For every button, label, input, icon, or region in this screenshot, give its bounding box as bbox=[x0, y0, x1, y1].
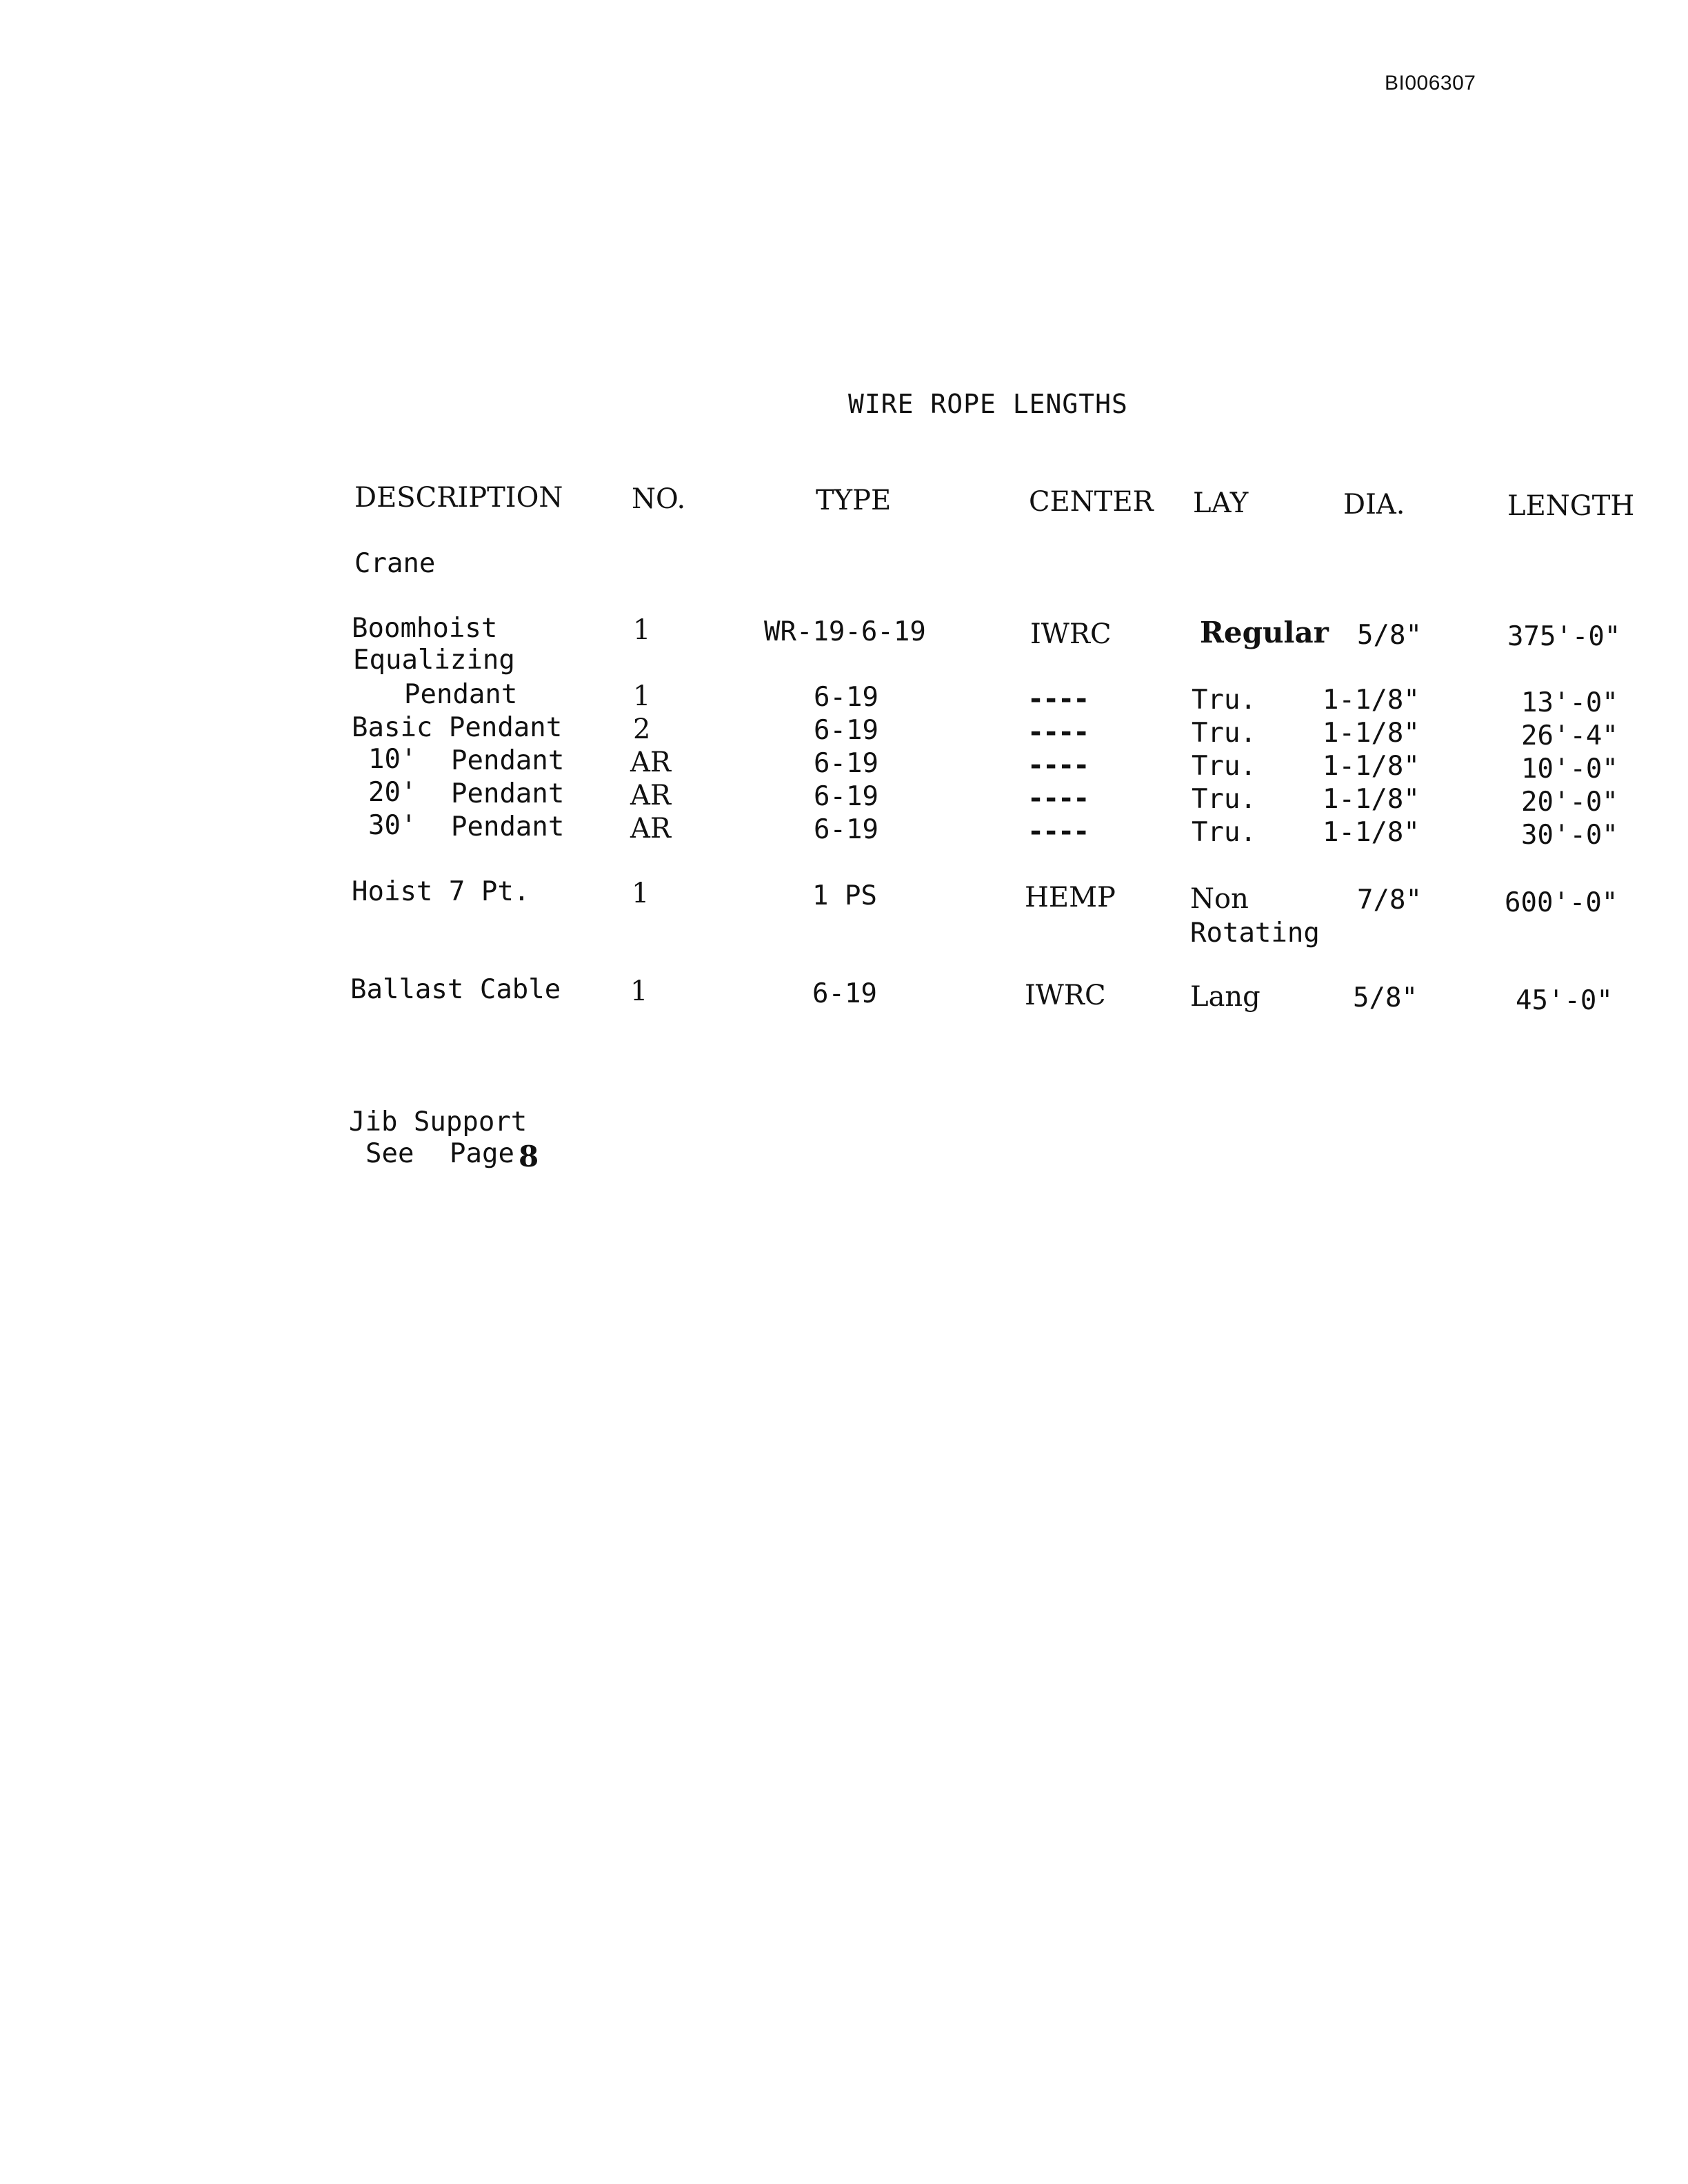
row-type: 6-19 bbox=[814, 748, 878, 779]
row-center: ---- bbox=[1027, 782, 1089, 814]
row-lay-continuation: Rotating bbox=[1190, 918, 1320, 949]
row-dia: 5/8" bbox=[1357, 620, 1422, 651]
row-lay: Tru. bbox=[1192, 784, 1256, 815]
row-description: Pendant bbox=[451, 811, 565, 842]
row-type: 1 PS bbox=[812, 880, 877, 911]
row-dia: 7/8" bbox=[1357, 884, 1422, 916]
row-description: Boomhoist bbox=[352, 613, 498, 644]
row-center: IWRC bbox=[1025, 980, 1106, 1011]
row-description: Pendant bbox=[451, 778, 565, 809]
row-lay: Tru. bbox=[1192, 685, 1256, 716]
section-crane: Crane bbox=[354, 548, 436, 579]
row-size: 30' bbox=[368, 810, 417, 841]
header-type: TYPE bbox=[816, 485, 892, 516]
header-lay: LAY bbox=[1193, 487, 1249, 519]
row-description: Pendant bbox=[451, 745, 565, 776]
row-lay: Tru. bbox=[1192, 817, 1256, 848]
row-center: ---- bbox=[1027, 749, 1089, 781]
row-type: 6-19 bbox=[814, 682, 878, 713]
row-center: HEMP bbox=[1025, 882, 1116, 913]
row-description: Hoist 7 Pt. bbox=[352, 876, 530, 907]
row-center: IWRC bbox=[1030, 618, 1112, 650]
row-length: 375'-0" bbox=[1507, 621, 1621, 652]
row-length: 26'-4" bbox=[1521, 720, 1618, 751]
row-description: Ballast Cable bbox=[350, 974, 561, 1005]
row-description-continuation: Pendant bbox=[404, 679, 518, 710]
row-type: 6-19 bbox=[814, 781, 878, 812]
header-no: NO. bbox=[632, 483, 686, 515]
row-size: 10' bbox=[368, 744, 417, 775]
row-lay: Tru. bbox=[1192, 751, 1256, 782]
row-size: 20' bbox=[368, 777, 417, 808]
row-dia: 1-1/8" bbox=[1323, 718, 1420, 749]
row-description: Basic Pendant bbox=[352, 712, 563, 743]
row-length: 600'-0" bbox=[1505, 887, 1618, 918]
row-lay: Non bbox=[1190, 883, 1249, 915]
row-no: AR bbox=[630, 780, 672, 811]
row-type: 6-19 bbox=[812, 978, 877, 1009]
row-description: Equalizing bbox=[353, 645, 515, 676]
row-no: AR bbox=[630, 747, 672, 778]
row-lay: Lang bbox=[1190, 981, 1260, 1013]
header-length: LENGTH bbox=[1507, 490, 1635, 522]
row-length: 10'-0" bbox=[1521, 754, 1618, 785]
row-type: 6-19 bbox=[814, 814, 878, 845]
row-no: 1 bbox=[633, 614, 651, 646]
row-length: 30'-0" bbox=[1521, 820, 1618, 851]
row-no: 1 bbox=[633, 680, 651, 712]
footer-jib-support: Jib Support bbox=[349, 1106, 528, 1138]
row-no: 2 bbox=[633, 714, 651, 745]
row-no: 1 bbox=[632, 878, 650, 909]
row-dia: 1-1/8" bbox=[1323, 685, 1420, 716]
row-dia: 5/8" bbox=[1353, 982, 1418, 1013]
row-center: ---- bbox=[1027, 683, 1089, 715]
row-center: ---- bbox=[1027, 716, 1089, 748]
footer-page-label: Page bbox=[450, 1138, 514, 1169]
row-no: AR bbox=[630, 813, 672, 845]
row-length: 20'-0" bbox=[1521, 787, 1618, 818]
row-lay: Tru. bbox=[1192, 718, 1256, 749]
footer-see: See bbox=[365, 1138, 414, 1169]
document-id: BI006307 bbox=[1385, 72, 1476, 94]
row-type: WR-19-6-19 bbox=[764, 616, 926, 647]
row-dia: 1-1/8" bbox=[1323, 817, 1420, 848]
row-no: 1 bbox=[630, 975, 648, 1007]
row-length: 13'-0" bbox=[1521, 687, 1618, 718]
row-length: 45'-0" bbox=[1516, 985, 1613, 1016]
row-dia: 1-1/8" bbox=[1323, 751, 1420, 782]
row-center: ---- bbox=[1027, 816, 1089, 847]
page-title: WIRE ROPE LENGTHS bbox=[848, 389, 1128, 419]
header-center: CENTER bbox=[1029, 486, 1154, 518]
row-lay: Regular bbox=[1200, 616, 1329, 649]
header-description: DESCRIPTION bbox=[354, 482, 563, 514]
row-type: 6-19 bbox=[814, 715, 878, 746]
header-dia: DIA. bbox=[1343, 489, 1405, 520]
footer-page-number: 8 bbox=[519, 1140, 539, 1173]
row-dia: 1-1/8" bbox=[1323, 784, 1420, 815]
